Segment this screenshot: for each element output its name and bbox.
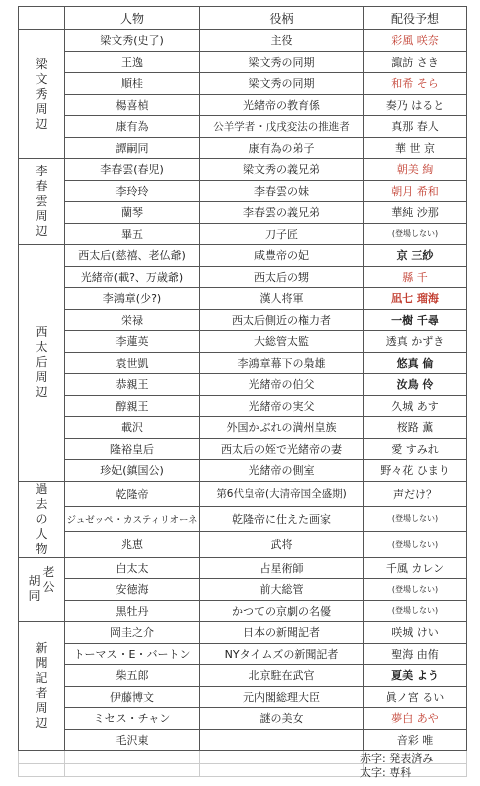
cell-role: 大総管太監 — [200, 331, 364, 353]
table-row — [19, 352, 467, 374]
cell-role: 光緒帝の教育係 — [200, 94, 364, 116]
cell-character: 畢五 — [65, 223, 200, 245]
empty-cell — [65, 764, 200, 777]
cell-role: 北京駐在武官 — [200, 665, 364, 687]
table-row — [19, 643, 467, 665]
casting-table — [18, 6, 467, 777]
cell-character: 康有為 — [65, 116, 200, 138]
cell-role: 漢人将軍 — [200, 288, 364, 310]
table-row — [19, 622, 467, 644]
table-row — [19, 94, 467, 116]
cell-cast: 汝鳥 伶 — [364, 374, 467, 396]
table-row — [19, 116, 467, 138]
cell-character: 蘭琴 — [65, 202, 200, 224]
table-row — [19, 600, 467, 622]
cell-character: 隆裕皇后 — [65, 438, 200, 460]
table-row — [19, 417, 467, 439]
cell-role: 李春雲の妹 — [200, 180, 364, 202]
group-label — [19, 159, 65, 245]
note-bold: 太字: 専科 — [360, 766, 412, 779]
cell-cast: 諏訪 さき — [364, 51, 467, 73]
cell-character: 順桂 — [65, 73, 200, 95]
cell-role: 梁文秀の同期 — [200, 73, 364, 95]
cell-role: かつての京劇の名優 — [200, 600, 364, 622]
cell-character: 白太太 — [65, 557, 200, 579]
table-row — [19, 137, 467, 159]
cell-cast: (登場しない) — [364, 532, 467, 557]
table-row — [19, 506, 467, 531]
empty-cell — [65, 751, 200, 764]
cell-cast: 一樹 千尋 — [364, 309, 467, 331]
group-label — [19, 245, 65, 482]
group-label — [19, 557, 65, 622]
table-row — [19, 481, 467, 506]
header-role: 役柄 — [200, 7, 364, 30]
cell-cast: (登場しない) — [364, 223, 467, 245]
cell-character: トーマス・E・バートン — [65, 643, 200, 665]
cell-role: 光緒帝の実父 — [200, 395, 364, 417]
cell-role: 西太后の甥 — [200, 266, 364, 288]
cell-character: 李鴻章(少?) — [65, 288, 200, 310]
cell-character: 譚嗣同 — [65, 137, 200, 159]
cell-character: ジュゼッペ・カスティリオーネ — [65, 506, 200, 531]
cell-role: 光緒帝の伯父 — [200, 374, 364, 396]
cell-cast: 咲城 けい — [364, 622, 467, 644]
table-row — [19, 331, 467, 353]
cell-cast: 朝月 希和 — [364, 180, 467, 202]
cell-character: 伊藤博文 — [65, 686, 200, 708]
group-label-main: 胡同 — [28, 574, 41, 604]
cell-role: 西太后の姪で光緒帝の妻 — [200, 438, 364, 460]
cell-character: 梁文秀(史了) — [65, 30, 200, 52]
table-row — [19, 532, 467, 557]
cell-character: 李蓮英 — [65, 331, 200, 353]
cell-character: 恭親王 — [65, 374, 200, 396]
table-row — [19, 460, 467, 482]
cell-cast: 眞ノ宮 るい — [364, 686, 467, 708]
group-label-text: 李春雲周辺 — [35, 164, 48, 238]
table-row — [19, 686, 467, 708]
cell-role: 外国かぶれの満州皇族 — [200, 417, 364, 439]
table-row — [19, 245, 467, 267]
cell-cast: 凪七 瑠海 — [364, 288, 467, 310]
cell-role: 光緒帝の側室 — [200, 460, 364, 482]
cell-cast: 声だけ？ — [364, 481, 467, 506]
group-label — [19, 481, 65, 557]
empty-cell — [200, 764, 364, 777]
cell-cast: (登場しない) — [364, 506, 467, 531]
table-row — [19, 223, 467, 245]
cell-role: 咸豊帝の妃 — [200, 245, 364, 267]
cell-character: 栄禄 — [65, 309, 200, 331]
header-character: 人物 — [65, 7, 200, 30]
cell-cast: 透真 かずき — [364, 331, 467, 353]
cell-cast: 華純 沙那 — [364, 202, 467, 224]
empty-cell — [19, 764, 65, 777]
group-label-text: 新聞記者周辺 — [35, 641, 48, 730]
cell-role: 梁文秀の同期 — [200, 51, 364, 73]
cell-cast: 音彩 唯 — [364, 729, 467, 751]
cell-cast: 和希 そら — [364, 73, 467, 95]
cell-cast: 愛 すみれ — [364, 438, 467, 460]
cell-role: NYタイムズの新聞記者 — [200, 643, 364, 665]
table-row — [19, 579, 467, 601]
group-label — [19, 622, 65, 751]
cell-role: 前大総管 — [200, 579, 364, 601]
table-row — [19, 708, 467, 730]
table-row — [19, 266, 467, 288]
group-label — [19, 30, 65, 159]
cell-character: 王逸 — [65, 51, 200, 73]
cell-character: 袁世凱 — [65, 352, 200, 374]
cell-role: 西太后側近の権力者 — [200, 309, 364, 331]
cell-role: 李春雲の義兄弟 — [200, 202, 364, 224]
group-label-text: 西太后周辺 — [35, 325, 48, 400]
group-label-text: 過去の人物 — [35, 481, 48, 556]
table-row — [19, 51, 467, 73]
cell-character: 黒牡丹 — [65, 600, 200, 622]
cell-role: 謎の美女 — [200, 708, 364, 730]
cell-role: 武将 — [200, 532, 364, 557]
table-row — [19, 180, 467, 202]
table-row — [19, 438, 467, 460]
table-row — [19, 30, 467, 52]
table-row — [19, 395, 467, 417]
cell-role: 康有為の弟子 — [200, 137, 364, 159]
cell-cast: (登場しない) — [364, 600, 467, 622]
cell-role: 第6代皇帝(大清帝国全盛期) — [200, 481, 364, 506]
table-row — [19, 665, 467, 687]
table-row — [19, 288, 467, 310]
cell-role: 李鴻章幕下の梟雄 — [200, 352, 364, 374]
cell-character: 醇親王 — [65, 395, 200, 417]
cell-character: 毛沢東 — [65, 729, 200, 751]
cell-character: 柴五郎 — [65, 665, 200, 687]
cell-character: 楊喜楨 — [65, 94, 200, 116]
table-row — [19, 202, 467, 224]
cell-cast: 彩風 咲奈 — [364, 30, 467, 52]
cell-role — [200, 729, 364, 751]
table-row — [19, 73, 467, 95]
table-body — [19, 30, 467, 777]
cell-cast: 久城 あす — [364, 395, 467, 417]
cell-cast: 千風 カレン — [364, 557, 467, 579]
cell-role: 元内閣総理大臣 — [200, 686, 364, 708]
cell-cast: 京 三紗 — [364, 245, 467, 267]
cell-character: 李玲玲 — [65, 180, 200, 202]
header-cast: 配役予想 — [364, 7, 467, 30]
header-row — [19, 7, 467, 30]
cell-character: 李春雲(春児) — [65, 159, 200, 181]
cell-character: 兆恵 — [65, 532, 200, 557]
cell-character: ミセス・チャン — [65, 708, 200, 730]
table-row — [19, 374, 467, 396]
cell-role: 乾隆帝に仕えた画家 — [200, 506, 364, 531]
cell-character: 珍妃(鎮国公) — [65, 460, 200, 482]
cell-character: 西太后(慈禧、老仏爺) — [65, 245, 200, 267]
table-row — [19, 309, 467, 331]
cell-cast: 華 世 京 — [364, 137, 467, 159]
cell-role: 公羊学者・戊戌変法の推進者 — [200, 116, 364, 138]
table-row — [19, 159, 467, 181]
cell-cast: 桜路 薫 — [364, 417, 467, 439]
cell-character: 岡圭之介 — [65, 622, 200, 644]
cell-character: 安徳海 — [65, 579, 200, 601]
legend-notes — [360, 752, 433, 780]
cell-character: 乾隆帝 — [65, 481, 200, 506]
empty-cell — [200, 751, 364, 764]
cell-cast: 悠真 倫 — [364, 352, 467, 374]
cell-role: 刀子匠 — [200, 223, 364, 245]
cell-cast: 聖海 由侑 — [364, 643, 467, 665]
cell-character: 光緒帝(載?、万歳爺) — [65, 266, 200, 288]
group-label-text: 梁文秀周辺 — [35, 56, 48, 131]
cell-role: 占星術師 — [200, 557, 364, 579]
cell-character: 載沢 — [65, 417, 200, 439]
cell-cast: 真那 春人 — [364, 116, 467, 138]
cell-role: 主役 — [200, 30, 364, 52]
note-red: 赤字: 発表済み — [360, 752, 434, 765]
group-label-sub: 老公 — [42, 565, 55, 595]
cell-cast: (登場しない) — [364, 579, 467, 601]
cell-cast: 夢白 あや — [364, 708, 467, 730]
cell-cast: 朝美 絢 — [364, 159, 467, 181]
cell-role: 梁文秀の義兄弟 — [200, 159, 364, 181]
cell-cast: 縣 千 — [364, 266, 467, 288]
cell-cast: 奏乃 はると — [364, 94, 467, 116]
table-row — [19, 557, 467, 579]
cell-role: 日本の新聞記者 — [200, 622, 364, 644]
header-corner — [19, 7, 65, 30]
cell-cast: 夏美 よう — [364, 665, 467, 687]
empty-cell — [19, 751, 65, 764]
cell-cast: 野々花 ひまり — [364, 460, 467, 482]
table-row — [19, 729, 467, 751]
